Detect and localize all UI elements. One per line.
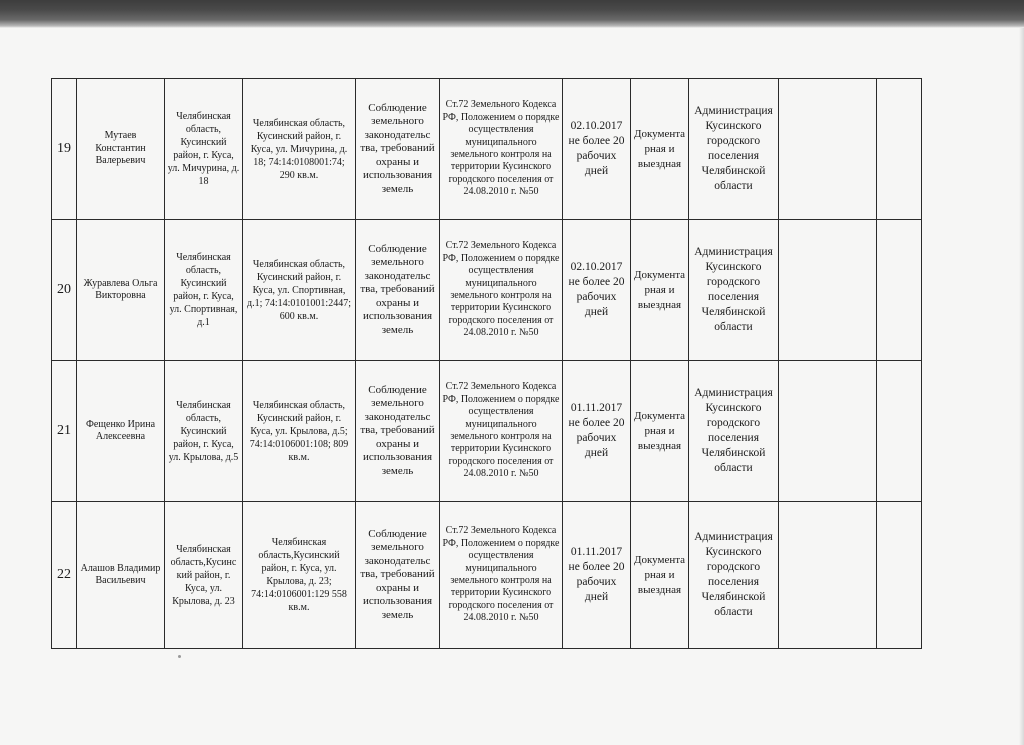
person-address: Челябинская область, Кусинский район, г. Куса, ул. Мичурина, д. 18 [165,79,243,220]
empty-cell [779,220,877,361]
person-address: Челябинская область, Кусинский район, г. Куса, ул. Крылова, д.5 [165,361,243,502]
land-plot-info: Челябинская область, Кусинский район, г. Куса, ул. Крылова, д.5; 74:14:0106001:108; 809 кв.м. [243,361,356,502]
person-name: Журавлева Ольга Викторовна [77,220,165,361]
person-address: Челябинская область, Кусинский район, г. Куса, ул. Спортивная, д.1 [165,220,243,361]
person-address: Челябинская область,Кусинс кий район, г. Куса, ул. Крылова, д. 23 [165,502,243,649]
table-row [52,79,922,220]
inspection-date: 01.11.2017 не более 20 рабочих дней [563,502,631,649]
land-plot-info: Челябинская область,Кусинский район, г. Куса, ул. Крылова, д. 23; 74:14:0106001:129 558 кв.м. [243,502,356,649]
table-row [52,361,922,502]
person-name: Фещенко Ирина Алексеевна [77,361,165,502]
inspection-plan-table [51,78,922,649]
inspection-form: Документа рная и выездная [631,220,689,361]
legal-basis: Ст.72 Земельного Кодекса РФ, Положением о порядке осуществления муниципального земельного контроля на территории Кусинского городского поселения от 24.08.2010 г. №50 [440,220,563,361]
legal-basis: Ст.72 Земельного Кодекса РФ, Положением о порядке осуществления муниципального земельного контроля на территории Кусинского городского поселения от 24.08.2010 г. №50 [440,361,563,502]
person-name: Мутаев Константин Валерьевич [77,79,165,220]
row-number: 19 [52,79,77,220]
inspection-date: 02.10.2017 не более 20 рабочих дней [563,79,631,220]
table-row [52,502,922,649]
row-number: 20 [52,220,77,361]
row-number: 22 [52,502,77,649]
empty-cell [877,502,922,649]
person-name: Алашов Владимир Васильевич [77,502,165,649]
legal-basis: Ст.72 Земельного Кодекса РФ, Положением о порядке осуществления муниципального земельного контроля на территории Кусинского городского поселения от 24.08.2010 г. №50 [440,79,563,220]
empty-cell [779,502,877,649]
inspection-date: 01.11.2017 не более 20 рабочих дней [563,361,631,502]
row-number: 21 [52,361,77,502]
legal-basis: Ст.72 Земельного Кодекса РФ, Положением о порядке осуществления муниципального земельного контроля на территории Кусинского городского поселения от 24.08.2010 г. №50 [440,502,563,649]
empty-cell [877,361,922,502]
inspection-form: Документа рная и выездная [631,502,689,649]
table-row [52,220,922,361]
responsible-authority: Администрация Кусинского городского поселения Челябинской области [689,220,779,361]
inspection-subject: Соблюдение земельного законодательс тва, требований охраны и использования земель [356,79,440,220]
inspection-form: Документа рная и выездная [631,361,689,502]
empty-cell [877,220,922,361]
responsible-authority: Администрация Кусинского городского поселения Челябинской области [689,502,779,649]
land-plot-info: Челябинская область, Кусинский район, г. Куса, ул. Мичурина, д. 18; 74:14:0108001:74; 290 кв.м. [243,79,356,220]
responsible-authority: Администрация Кусинского городского поселения Челябинской области [689,361,779,502]
inspection-subject: Соблюдение земельного законодательс тва, требований охраны и использования земель [356,220,440,361]
land-plot-info: Челябинская область, Кусинский район, г. Куса, ул. Спортивная, д.1; 74:14:0101001:2447; 600 кв.м. [243,220,356,361]
responsible-authority: Администрация Кусинского городского поселения Челябинской области [689,79,779,220]
empty-cell [779,79,877,220]
scan-right-edge [1019,28,1024,745]
inspection-subject: Соблюдение земельного законодательс тва, требований охраны и использования земель [356,361,440,502]
inspection-subject: Соблюдение земельного законодательс тва, требований охраны и использования земель [356,502,440,649]
empty-cell [877,79,922,220]
empty-cell [779,361,877,502]
inspection-date: 02.10.2017 не более 20 рабочих дней [563,220,631,361]
scan-speck [178,655,181,658]
inspection-form: Документа рная и выездная [631,79,689,220]
scan-top-edge [0,0,1024,28]
